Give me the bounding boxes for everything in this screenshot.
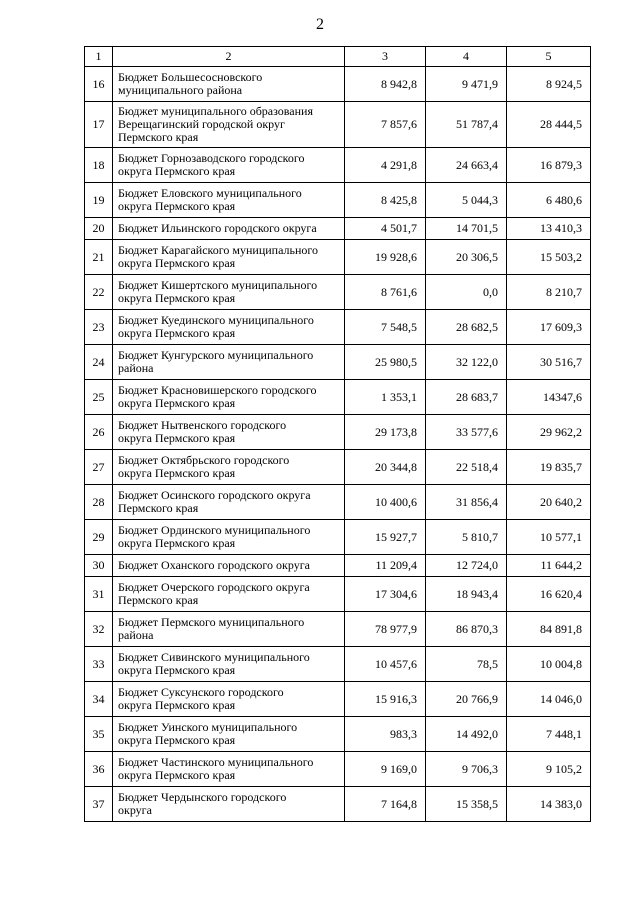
value-col-3 — [345, 612, 426, 647]
value-col-4-text: 24 663,4 — [456, 157, 498, 172]
value-col-3 — [345, 647, 426, 682]
value-col-4 — [426, 415, 507, 450]
value-col-3 — [345, 787, 426, 822]
row-number-text: 28 — [92, 494, 105, 509]
budget-name-text: Бюджет Уинского муниципального округа Пермского края — [118, 720, 298, 747]
value-col-4-text: 0,0 — [483, 284, 498, 299]
value-col-4-text: 32 122,0 — [456, 354, 498, 369]
value-col-5-text: 9 105,2 — [546, 761, 582, 776]
row-number — [85, 682, 113, 717]
row-number — [85, 450, 113, 485]
value-col-4-text: 18 943,4 — [456, 586, 498, 601]
value-col-3 — [345, 218, 426, 240]
value-col-5 — [507, 275, 591, 310]
value-col-3-text: 29 173,8 — [375, 424, 417, 439]
value-col-4 — [426, 450, 507, 485]
row-number-text: 30 — [92, 558, 105, 572]
budget-name — [113, 555, 345, 577]
table-row — [85, 752, 591, 787]
value-col-3-text: 25 980,5 — [375, 354, 417, 369]
value-col-5-text: 14 046,0 — [540, 691, 582, 706]
value-col-4-text: 20 766,9 — [456, 691, 498, 706]
budget-name — [113, 240, 345, 275]
value-col-3-text: 7 164,8 — [381, 796, 417, 811]
value-col-3-text: 983,3 — [390, 726, 417, 741]
value-col-4 — [426, 240, 507, 275]
value-col-5-text: 16 879,3 — [540, 157, 582, 172]
value-col-4 — [426, 752, 507, 787]
value-col-5 — [507, 647, 591, 682]
value-col-5-text: 29 962,2 — [540, 424, 582, 439]
budget-name — [113, 612, 345, 647]
budget-name-text: Бюджет Ильинского городского округа — [118, 221, 317, 235]
table-row — [85, 380, 591, 415]
row-number — [85, 717, 113, 752]
value-col-4 — [426, 485, 507, 520]
row-number-text: 17 — [92, 117, 105, 131]
budget-name-text: Бюджет Красновишерского городского округа Пермского края — [118, 383, 317, 410]
value-col-3 — [345, 682, 426, 717]
value-col-5 — [507, 310, 591, 345]
value-col-5-text: 28 444,5 — [540, 117, 582, 131]
budget-name — [113, 717, 345, 752]
value-col-5-text: 30 516,7 — [540, 354, 582, 369]
budget-name-text: Бюджет Кунгурского муниципального района — [118, 348, 314, 375]
column-header: 2 — [113, 47, 345, 67]
value-col-4-text: 28 682,5 — [456, 319, 498, 334]
budget-name-text: Бюджет Очерского городского округа Пермского края — [118, 580, 310, 607]
value-col-5-text: 14 383,0 — [540, 796, 582, 811]
row-number — [85, 102, 113, 148]
row-number — [85, 275, 113, 310]
budget-name-text: Бюджет Горнозаводского городского округа Пермского края — [118, 151, 305, 178]
value-col-4-text: 20 306,5 — [456, 249, 498, 264]
budget-name — [113, 183, 345, 218]
row-number-text: 26 — [92, 424, 105, 439]
budget-name — [113, 380, 345, 415]
table-row — [85, 555, 591, 577]
value-col-3-text: 10 457,6 — [375, 656, 417, 671]
row-number — [85, 345, 113, 380]
value-col-4 — [426, 612, 507, 647]
value-col-4-text: 31 856,4 — [456, 494, 498, 509]
value-col-4-text: 14 492,0 — [456, 726, 498, 741]
row-number-text: 22 — [92, 284, 105, 299]
value-col-5 — [507, 787, 591, 822]
value-col-3 — [345, 415, 426, 450]
value-col-5-text: 10 004,8 — [540, 656, 582, 671]
value-col-5 — [507, 577, 591, 612]
value-col-5 — [507, 752, 591, 787]
value-col-4 — [426, 380, 507, 415]
value-col-4 — [426, 520, 507, 555]
budget-name — [113, 682, 345, 717]
row-number — [85, 380, 113, 415]
budget-name — [113, 310, 345, 345]
value-col-3 — [345, 102, 426, 148]
value-col-4-text: 22 518,4 — [456, 459, 498, 474]
value-col-3 — [345, 555, 426, 577]
table-row — [85, 102, 591, 148]
budget-name-text: Бюджет Куединского муниципального округа Пермского края — [118, 313, 314, 340]
budget-name-text: Бюджет Оханского городского округа — [118, 558, 310, 572]
row-number-text: 29 — [92, 529, 105, 544]
value-col-3-text: 15 927,7 — [375, 529, 417, 544]
budget-name — [113, 275, 345, 310]
row-number-text: 25 — [92, 389, 105, 404]
value-col-3 — [345, 485, 426, 520]
budget-name-text: Бюджет Карагайского муниципального округа Пермского края — [118, 243, 319, 270]
table-row — [85, 577, 591, 612]
value-col-3-text: 19 928,6 — [375, 249, 417, 264]
value-col-5-text: 17 609,3 — [540, 319, 582, 334]
row-number-text: 20 — [92, 221, 105, 235]
value-col-4 — [426, 183, 507, 218]
value-col-5-text: 11 644,2 — [540, 558, 582, 572]
value-col-5-text: 19 835,7 — [540, 459, 582, 474]
row-number-text: 37 — [92, 796, 105, 811]
value-col-5-text: 7 448,1 — [546, 726, 582, 741]
row-number — [85, 310, 113, 345]
table-row — [85, 647, 591, 682]
budget-name-text: Бюджет Еловского муниципального округа Пермского края — [118, 186, 302, 213]
budget-name — [113, 148, 345, 183]
value-col-3-text: 9 169,0 — [381, 761, 417, 776]
value-col-4 — [426, 275, 507, 310]
value-col-4 — [426, 310, 507, 345]
column-header: 1 — [85, 47, 113, 67]
value-col-4 — [426, 577, 507, 612]
row-number-text: 27 — [92, 459, 105, 474]
value-col-3-text: 11 209,4 — [375, 558, 417, 572]
row-number — [85, 183, 113, 218]
value-col-3 — [345, 752, 426, 787]
value-col-5 — [507, 67, 591, 102]
budget-name-text: Бюджет Нытвенского городского округа Пермского края — [118, 418, 287, 445]
column-header: 4 — [426, 47, 507, 67]
budget-name — [113, 345, 345, 380]
budget-name — [113, 577, 345, 612]
value-col-5-text: 6 480,6 — [546, 192, 582, 207]
budget-name-text: Бюджет Чердынского городского округа — [118, 790, 287, 817]
column-header: 5 — [507, 47, 591, 67]
value-col-5 — [507, 183, 591, 218]
value-col-5-text: 14347,6 — [543, 389, 582, 404]
row-number-text: 31 — [92, 586, 105, 601]
value-col-3 — [345, 183, 426, 218]
budget-name-text: Бюджет Частинского муниципального округа Пермского края — [118, 755, 314, 782]
value-col-4 — [426, 218, 507, 240]
budget-name-text: Бюджет Сивинского муниципального округа Пермского края — [118, 650, 310, 677]
row-number — [85, 787, 113, 822]
budget-name — [113, 752, 345, 787]
budget-table — [84, 46, 591, 822]
row-number-text: 32 — [92, 621, 105, 636]
value-col-3 — [345, 67, 426, 102]
value-col-4-text: 14 701,5 — [456, 221, 498, 235]
budget-name — [113, 67, 345, 102]
value-col-5 — [507, 240, 591, 275]
value-col-3-text: 8 942,8 — [381, 76, 417, 91]
budget-name — [113, 485, 345, 520]
budget-name-text: Бюджет муниципального образования Верещагинский городской округ Пермского края — [118, 104, 313, 144]
value-col-5 — [507, 345, 591, 380]
row-number — [85, 752, 113, 787]
row-number-text: 21 — [92, 249, 105, 264]
value-col-4 — [426, 102, 507, 148]
row-number — [85, 577, 113, 612]
value-col-3-text: 4 501,7 — [381, 221, 417, 235]
budget-name-text: Бюджет Ординского муниципального округа Пермского края — [118, 523, 311, 550]
row-number — [85, 218, 113, 240]
value-col-5 — [507, 148, 591, 183]
row-number — [85, 240, 113, 275]
value-col-4 — [426, 787, 507, 822]
value-col-3-text: 4 291,8 — [381, 157, 417, 172]
value-col-4-text: 9 471,9 — [462, 76, 498, 91]
value-col-3 — [345, 275, 426, 310]
value-col-4-text: 12 724,0 — [456, 558, 498, 572]
budget-name — [113, 787, 345, 822]
row-number — [85, 148, 113, 183]
budget-name — [113, 218, 345, 240]
row-number-text: 24 — [92, 354, 105, 369]
value-col-5-text: 10 577,1 — [540, 529, 582, 544]
value-col-3-text: 1 353,1 — [381, 389, 417, 404]
table-row — [85, 183, 591, 218]
budget-name — [113, 102, 345, 148]
row-number-text: 18 — [92, 157, 105, 172]
value-col-3 — [345, 240, 426, 275]
table-row — [85, 450, 591, 485]
budget-name-text: Бюджет Октябрьского городского округа Пермского края — [118, 453, 290, 480]
value-col-3 — [345, 577, 426, 612]
value-col-5 — [507, 380, 591, 415]
value-col-5-text: 84 891,8 — [540, 621, 582, 636]
budget-name — [113, 450, 345, 485]
row-number — [85, 415, 113, 450]
row-number-text: 23 — [92, 319, 105, 334]
value-col-5 — [507, 520, 591, 555]
value-col-5 — [507, 218, 591, 240]
value-col-3 — [345, 148, 426, 183]
budget-name — [113, 520, 345, 555]
column-header: 3 — [345, 47, 426, 67]
value-col-5-text: 15 503,2 — [540, 249, 582, 264]
budget-name-text: Бюджет Осинского городского округа Пермского края — [118, 488, 311, 515]
table-row — [85, 415, 591, 450]
row-number-text: 19 — [92, 192, 105, 207]
row-number — [85, 612, 113, 647]
value-col-4-text: 51 787,4 — [456, 117, 498, 131]
value-col-4-text: 9 706,3 — [462, 761, 498, 776]
row-number — [85, 67, 113, 102]
budget-name — [113, 647, 345, 682]
value-col-3 — [345, 717, 426, 752]
table-row — [85, 787, 591, 822]
value-col-3-text: 20 344,8 — [375, 459, 417, 474]
value-col-4-text: 28 683,7 — [456, 389, 498, 404]
value-col-3 — [345, 450, 426, 485]
value-col-5-text: 20 640,2 — [540, 494, 582, 509]
row-number — [85, 647, 113, 682]
value-col-5 — [507, 555, 591, 577]
value-col-3-text: 7 548,5 — [381, 319, 417, 334]
value-col-5-text: 8 924,5 — [546, 76, 582, 91]
row-number-text: 33 — [92, 656, 105, 671]
table-row — [85, 310, 591, 345]
value-col-5-text: 16 620,4 — [540, 586, 582, 601]
budget-name-text: Бюджет Пермского муниципального района — [118, 615, 305, 642]
value-col-5 — [507, 415, 591, 450]
row-number — [85, 555, 113, 577]
table-row — [85, 682, 591, 717]
table-row — [85, 240, 591, 275]
budget-name — [113, 415, 345, 450]
value-col-5-text: 13 410,3 — [540, 221, 582, 235]
value-col-5 — [507, 450, 591, 485]
budget-name-text: Бюджет Суксунского городского округа Пермского края — [118, 685, 284, 712]
value-col-4 — [426, 682, 507, 717]
value-col-3-text: 15 916,3 — [375, 691, 417, 706]
budget-name-text: Бюджет Большесосновского муниципального района — [118, 70, 263, 97]
value-col-4 — [426, 555, 507, 577]
budget-name-text: Бюджет Кишертского муниципального округа Пермского края — [118, 278, 318, 305]
value-col-3-text: 17 304,6 — [375, 586, 417, 601]
value-col-4-text: 15 358,5 — [456, 796, 498, 811]
table-row — [85, 218, 591, 240]
value-col-4 — [426, 647, 507, 682]
row-number-text: 16 — [92, 76, 105, 91]
table-row — [85, 275, 591, 310]
value-col-3 — [345, 380, 426, 415]
row-number-text: 35 — [92, 726, 105, 741]
row-number — [85, 485, 113, 520]
row-number-text: 34 — [92, 691, 105, 706]
value-col-4-text: 78,5 — [477, 656, 498, 671]
value-col-4 — [426, 148, 507, 183]
value-col-5 — [507, 682, 591, 717]
table-row — [85, 345, 591, 380]
table-row — [85, 612, 591, 647]
value-col-5 — [507, 485, 591, 520]
value-col-3 — [345, 310, 426, 345]
value-col-3 — [345, 345, 426, 380]
table-row — [85, 717, 591, 752]
value-col-4-text: 33 577,6 — [456, 424, 498, 439]
value-col-4-text: 5 810,7 — [462, 529, 498, 544]
value-col-3 — [345, 520, 426, 555]
row-number — [85, 520, 113, 555]
value-col-5 — [507, 102, 591, 148]
row-number-text: 36 — [92, 761, 105, 776]
value-col-3-text: 10 400,6 — [375, 494, 417, 509]
table-row — [85, 485, 591, 520]
value-col-5-text: 8 210,7 — [546, 284, 582, 299]
page-number: 2 — [316, 16, 324, 33]
value-col-4 — [426, 67, 507, 102]
value-col-3-text: 78 977,9 — [375, 621, 417, 636]
value-col-4-text: 5 044,3 — [462, 192, 498, 207]
value-col-3-text: 7 857,6 — [381, 117, 417, 131]
value-col-4 — [426, 717, 507, 752]
table-header-row — [85, 47, 591, 67]
value-col-5 — [507, 717, 591, 752]
value-col-3-text: 8 761,6 — [381, 284, 417, 299]
table-row — [85, 520, 591, 555]
value-col-3-text: 8 425,8 — [381, 192, 417, 207]
value-col-4 — [426, 345, 507, 380]
table-row — [85, 148, 591, 183]
table-row — [85, 67, 591, 102]
value-col-5 — [507, 612, 591, 647]
value-col-4-text: 86 870,3 — [456, 621, 498, 636]
